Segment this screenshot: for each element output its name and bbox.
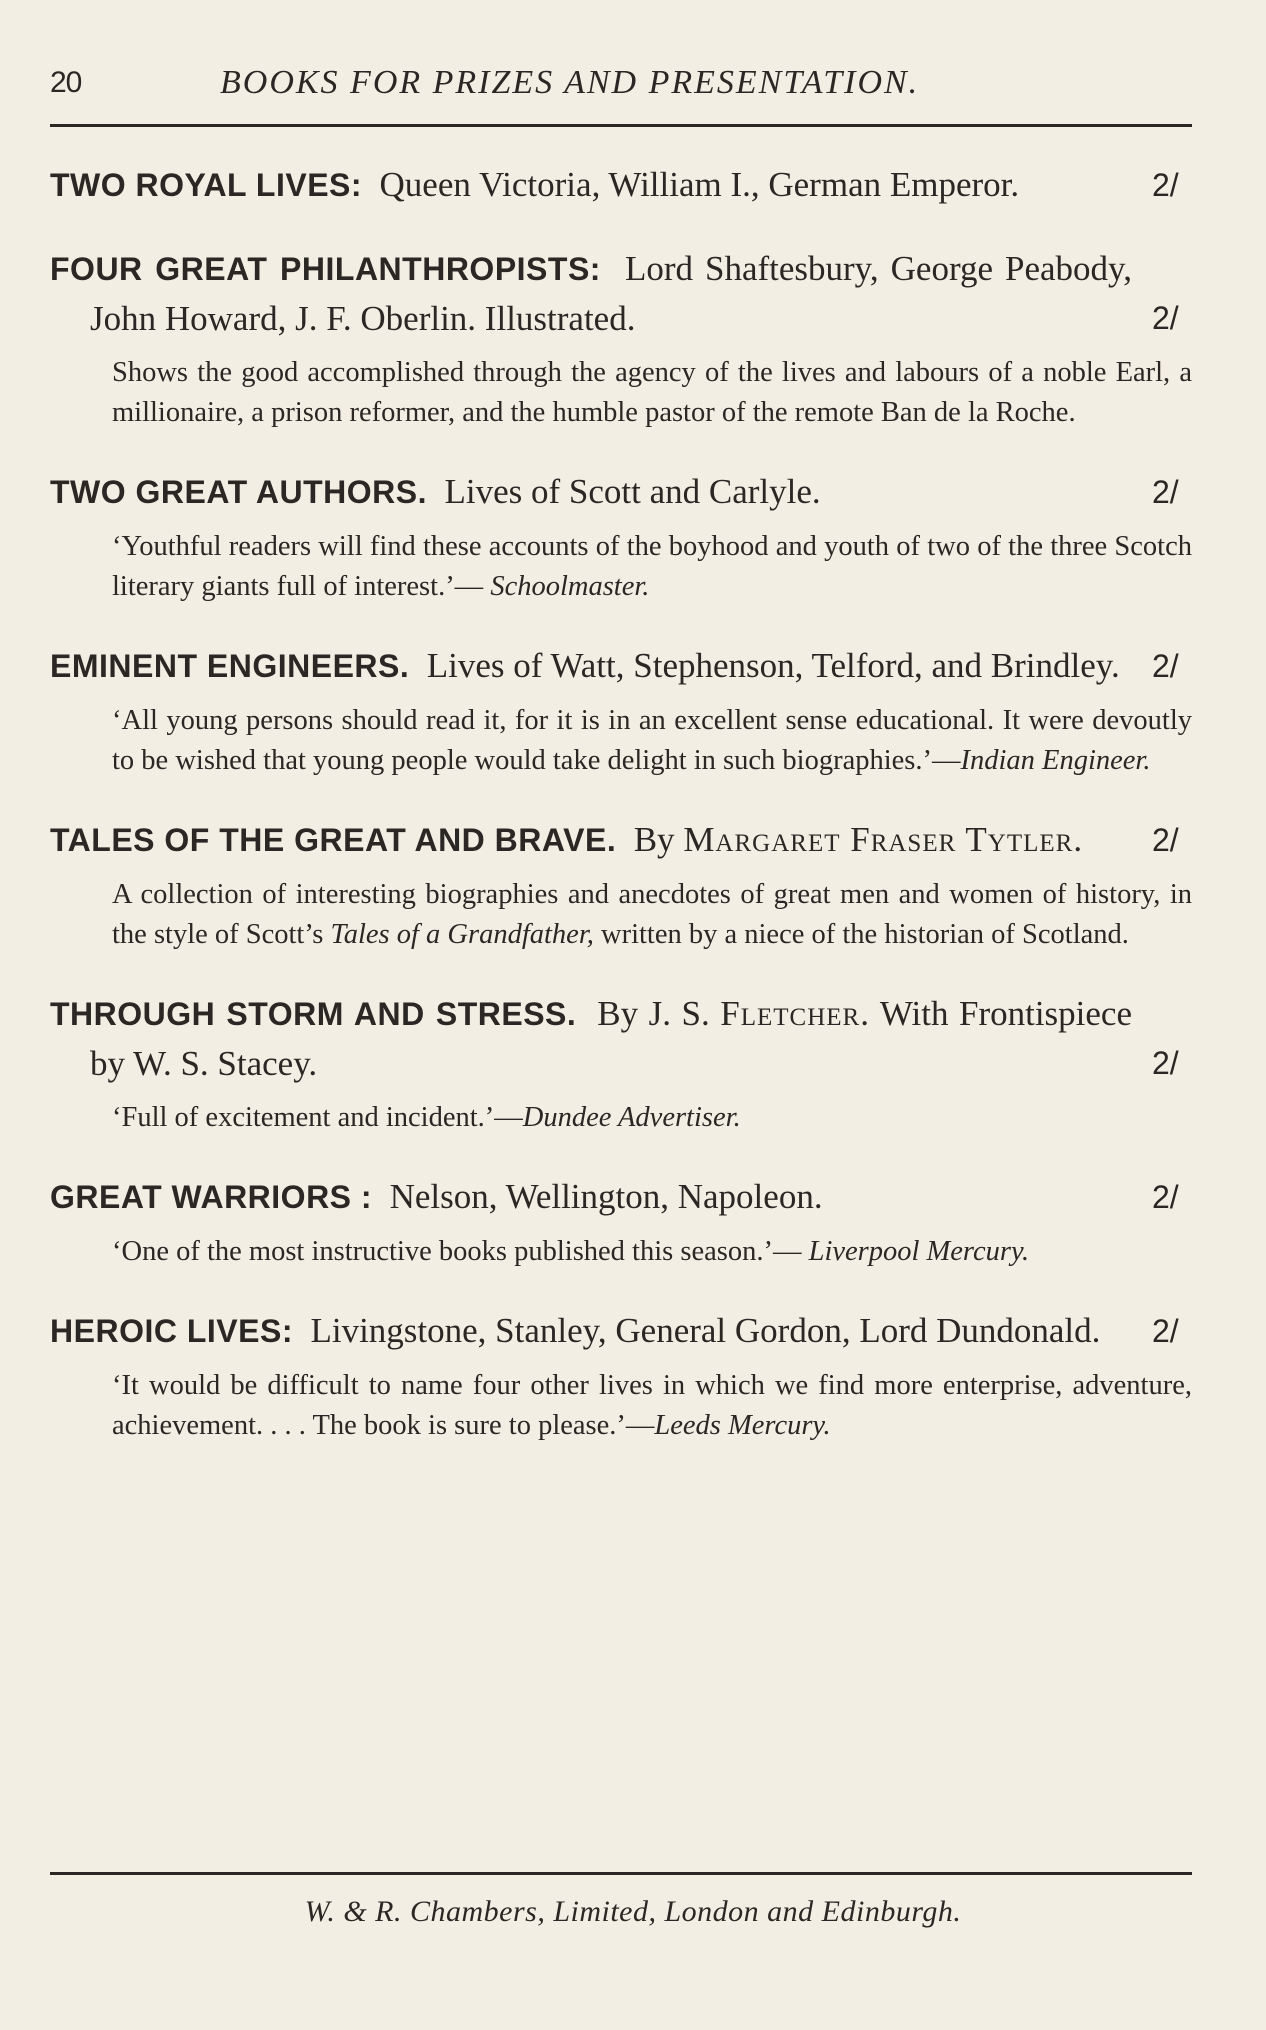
description-text: Shows the good accomplished through the agency of the lives and labours of a noble Earl, a millionaire, a prison reformer, and the humble pastor of the remote Ban de la Roche.	[112, 357, 1192, 428]
entry-heading: FOUR GREAT PHILANTHROPISTS: Lord Shaftesbury, George Peabody, John Howard, J. F. Oberlin. Illustrated. 2/	[50, 249, 1179, 338]
entry-author: Margaret Fraser Tytler.	[683, 820, 1084, 859]
publisher-imprint: W. & R. Chambers, Limited, London and Edinburgh.	[304, 1895, 962, 1928]
entry-title: TALES OF THE GREAT AND BRAVE.	[50, 822, 617, 858]
entry-title: THROUGH STORM AND STRESS.	[50, 996, 577, 1032]
entry-subtitle: Lives of Scott and Carlyle.	[444, 472, 821, 511]
entry-author: Fletcher.	[720, 994, 870, 1033]
entry-subtitle-rest: With Frontispiece by W. S. Stacey.	[90, 994, 1132, 1083]
entry-heading: GREAT WARRIORS : Nelson, Wellington, Napoleon. 2/	[50, 1177, 1179, 1216]
book-entry	[50, 467, 1192, 607]
entry-subtitle: Lives of Watt, Stephenson, Telford, and Brindley.	[426, 646, 1120, 685]
entry-title: HEROIC LIVES:	[50, 1313, 293, 1349]
review-source: Indian Engineer.	[960, 745, 1151, 776]
entry-by: By J. S.	[597, 994, 710, 1033]
entry-heading: HEROIC LIVES: Livingstone, Stanley, General Gordon, Lord Dundonald. 2/	[50, 1311, 1179, 1350]
entry-heading: TALES OF THE GREAT AND BRAVE. By Margaret Fraser Tytler. 2/	[50, 820, 1179, 859]
entry-title: TWO ROYAL LIVES:	[50, 167, 363, 203]
review-source: Dundee Advertiser.	[522, 1102, 741, 1133]
book-entry	[50, 160, 1192, 210]
entry-description	[50, 1232, 1192, 1272]
page-number: 20	[50, 66, 82, 99]
entry-heading: EMINENT ENGINEERS. Lives of Watt, Stephenson, Telford, and Brindley. 2/	[50, 646, 1179, 685]
entry-heading: TWO ROYAL LIVES: Queen Victoria, William I., German Emperor. 2/	[50, 165, 1179, 204]
entry-description	[50, 353, 1192, 433]
book-entry	[50, 641, 1192, 781]
running-title: BOOKS FOR PRIZES AND PRESENTATION.	[220, 64, 920, 101]
entry-description	[50, 701, 1192, 781]
book-entry	[50, 1306, 1192, 1446]
entry-by: By	[633, 820, 675, 859]
book-entry	[50, 244, 1192, 433]
description-text: ‘It would be difficult to name four other lives in which we find more enterprise, adventure, achievement. . . . The book is sure to please.’—	[112, 1370, 1192, 1441]
book-list	[50, 160, 1192, 1480]
entry-subtitle: Livingstone, Stanley, General Gordon, Lord Dundonald.	[310, 1311, 1101, 1350]
review-source: Leeds Mercury.	[654, 1410, 831, 1441]
entry-subtitle: Queen Victoria, William I., German Emperor.	[379, 165, 1020, 204]
review-source: Schoolmaster.	[490, 571, 650, 602]
footer-rule	[50, 1872, 1192, 1875]
entry-description	[50, 1366, 1192, 1446]
book-entry	[50, 1172, 1192, 1272]
book-entry	[50, 989, 1192, 1138]
description-text: A collection of interesting biographies and anecdotes of great men and women of history, in the style of Scott’s	[112, 879, 1192, 950]
header-rule	[50, 124, 1192, 127]
entry-title: FOUR GREAT PHILANTHROPISTS:	[50, 251, 601, 287]
entry-title: EMINENT ENGINEERS.	[50, 648, 410, 684]
entry-description	[50, 527, 1192, 607]
description-text: ‘One of the most instructive books published this season.’—	[112, 1236, 802, 1267]
entry-heading: THROUGH STORM AND STRESS. By J. S. Fletcher. With Frontispiece by W. S. Stacey. 2/	[50, 994, 1179, 1083]
entry-description	[50, 1098, 1192, 1138]
book-entry	[50, 815, 1192, 955]
entry-title: TWO GREAT AUTHORS.	[50, 474, 427, 510]
description-text: ‘Youthful readers will find these accounts of the boyhood and youth of two of the three Scotch literary giants full of interest.’—	[112, 531, 1192, 602]
entry-description	[50, 875, 1192, 955]
entry-subtitle: Lord Shaftesbury, George Peabody, John Howard, J. F. Oberlin. Illustrated.	[90, 249, 1133, 338]
description-book-title: Tales of a Grandfather,	[330, 919, 594, 950]
entry-subtitle: Nelson, Wellington, Napoleon.	[389, 1177, 823, 1216]
entry-heading: TWO GREAT AUTHORS. Lives of Scott and Carlyle. 2/	[50, 472, 1179, 511]
description-text-end: written by a niece of the historian of Scotland.	[601, 919, 1129, 950]
description-text: ‘All young persons should read it, for it is in an excellent sense educational. It were devoutly to be wished that young people would take delight in such biographies.’—	[112, 705, 1192, 776]
entry-title: GREAT WARRIORS :	[50, 1179, 373, 1215]
page-header	[50, 60, 1190, 110]
review-source: Liverpool Mercury.	[808, 1236, 1030, 1267]
description-text: ‘Full of excitement and incident.’—	[112, 1102, 523, 1133]
